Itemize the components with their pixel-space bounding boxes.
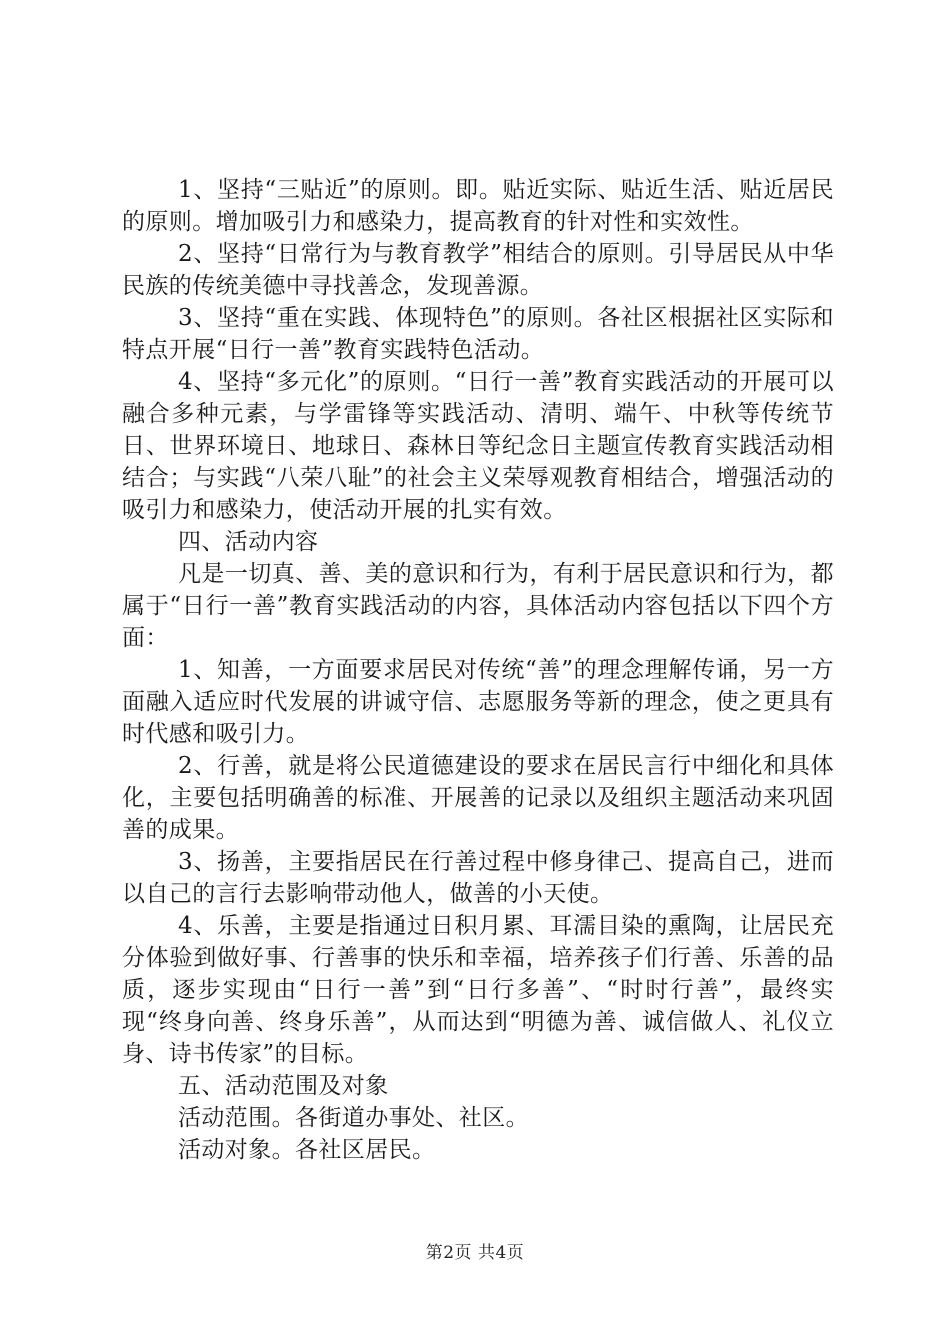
principle-paragraph-4: 4、坚持“多元化”的原则。“日行一善”教育实践活动的开展可以融合多种元素，与学雷锋等实践活动、清明、端午、中秋等传统节日、世界环境日、地球日、森林日等纪念日主题宣传教育实践活动相结合；与实践“八荣八耻”的社会主义荣辱观教育相结合，增强活动的吸引力和感染力，使活动开展的扎实有效。 <box>122 369 834 523</box>
activity-content-intro: 凡是一切真、善、美的意识和行为，有利于居民意识和行为，都属于“日行一善”教育实践活动的内容，具体活动内容包括以下四个方面： <box>122 561 834 651</box>
activity-item-promote-good: 3、扬善，主要指居民在行善过程中修身律己、提高自己，进而以自己的言行去影响带动他人，做善的小天使。 <box>122 849 834 907</box>
page-number-label: 第2页 共4页 <box>425 1243 525 1263</box>
section-heading-scope-and-targets: 五、活动范围及对象 <box>178 1073 389 1099</box>
principle-paragraph-3: 3、坚持“重在实践、体现特色”的原则。各社区根据社区实际和特点开展“日行一善”教育实践特色活动。 <box>122 305 834 363</box>
principle-paragraph-2: 2、坚持“日常行为与教育教学”相结合的原则。引导居民从中华民族的传统美德中寻找善念，发现善源。 <box>122 241 834 299</box>
activity-targets: 活动对象。各社区居民。 <box>178 1137 436 1163</box>
section-heading-activity-content: 四、活动内容 <box>178 529 319 555</box>
page-footer <box>0 1242 950 1264</box>
principle-paragraph-1: 1、坚持“三贴近”的原则。即。贴近实际、贴近生活、贴近居民的原则。增加吸引力和感染力，提高教育的针对性和实效性。 <box>122 177 834 235</box>
activity-item-know-good: 1、知善，一方面要求居民对传统“善”的理念理解传诵，另一方面融入适应时代发展的讲诚守信、志愿服务等新的理念，使之更具有时代感和吸引力。 <box>122 657 834 747</box>
activity-item-do-good: 2、行善，就是将公民道德建设的要求在居民言行中细化和具体化，主要包括明确善的标准、开展善的记录以及组织主题活动来巩固善的成果。 <box>122 753 834 843</box>
activity-item-enjoy-good: 4、乐善，主要是指通过日积月累、耳濡目染的熏陶，让居民充分体验到做好事、行善事的快乐和幸福，培养孩子们行善、乐善的品质，逐步实现由“日行一善”到“日行多善”、“时时行善”，最终实现“终身向善、终身乐善”，从而达到“明德为善、诚信做人、礼仪立身、诗书传家”的目标。 <box>122 913 834 1067</box>
document-body <box>122 174 834 1166</box>
activity-scope: 活动范围。各街道办事处、社区。 <box>178 1105 529 1131</box>
